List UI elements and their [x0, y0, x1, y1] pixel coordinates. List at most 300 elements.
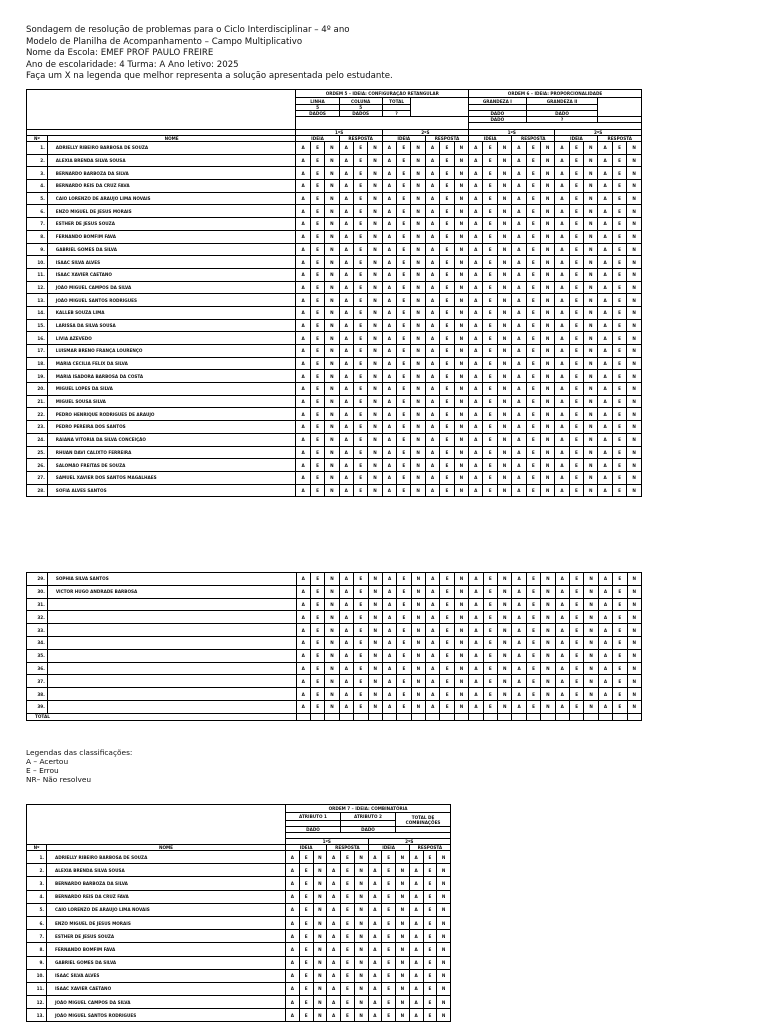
mark-cell-a[interactable]: A: [286, 851, 300, 864]
mark-cell-n[interactable]: N: [454, 585, 468, 598]
mark-cell-e[interactable]: E: [526, 319, 540, 332]
mark-cell-a[interactable]: A: [409, 956, 423, 969]
mark-cell-n[interactable]: N: [325, 585, 339, 598]
mark-cell-a[interactable]: A: [469, 230, 483, 243]
mark-cell-e[interactable]: E: [440, 624, 454, 637]
mark-cell-a[interactable]: A: [296, 700, 310, 713]
mark-cell-e[interactable]: E: [526, 332, 540, 345]
mark-cell-e[interactable]: E: [310, 649, 324, 662]
mark-cell-a[interactable]: A: [409, 877, 423, 890]
mark-cell-e[interactable]: E: [397, 636, 411, 649]
mark-cell-n[interactable]: N: [368, 598, 382, 611]
mark-cell-n[interactable]: N: [325, 471, 339, 484]
mark-cell-e[interactable]: E: [341, 916, 355, 929]
mark-cell-n[interactable]: N: [325, 167, 339, 180]
mark-cell-n[interactable]: N: [627, 700, 641, 713]
mark-cell-a[interactable]: A: [339, 180, 353, 193]
mark-cell-n[interactable]: N: [540, 218, 554, 231]
mark-cell-e[interactable]: E: [526, 268, 540, 281]
mark-cell-a[interactable]: A: [382, 395, 396, 408]
mark-cell-e[interactable]: E: [353, 484, 367, 497]
mark-cell-a[interactable]: A: [469, 611, 483, 624]
mark-cell-a[interactable]: A: [425, 243, 439, 256]
mark-cell-a[interactable]: A: [469, 408, 483, 421]
mark-cell-n[interactable]: N: [325, 688, 339, 701]
mark-cell-e[interactable]: E: [483, 585, 497, 598]
mark-cell-n[interactable]: N: [411, 585, 425, 598]
mark-cell-e[interactable]: E: [310, 662, 324, 675]
mark-cell-n[interactable]: N: [540, 383, 554, 396]
mark-cell-a[interactable]: A: [555, 446, 569, 459]
mark-cell-a[interactable]: A: [469, 332, 483, 345]
mark-cell-a[interactable]: A: [555, 484, 569, 497]
mark-cell-e[interactable]: E: [397, 370, 411, 383]
mark-cell-e[interactable]: E: [612, 154, 626, 167]
mark-cell-e[interactable]: E: [526, 142, 540, 155]
mark-cell-n[interactable]: N: [541, 598, 555, 611]
mark-cell-e[interactable]: E: [397, 268, 411, 281]
mark-cell-n[interactable]: N: [368, 192, 382, 205]
mark-cell-n[interactable]: N: [368, 395, 382, 408]
mark-cell-a[interactable]: A: [598, 154, 612, 167]
mark-cell-e[interactable]: E: [612, 471, 626, 484]
mark-cell-e[interactable]: E: [483, 256, 497, 269]
mark-cell-e[interactable]: E: [526, 649, 540, 662]
mark-cell-n[interactable]: N: [411, 180, 425, 193]
mark-cell-e[interactable]: E: [483, 345, 497, 358]
mark-cell-n[interactable]: N: [498, 598, 512, 611]
mark-cell-e[interactable]: E: [483, 306, 497, 319]
mark-cell-n[interactable]: N: [325, 205, 339, 218]
mark-cell-e[interactable]: E: [526, 585, 540, 598]
mark-cell-n[interactable]: N: [497, 471, 511, 484]
mark-cell-a[interactable]: A: [426, 662, 440, 675]
mark-cell-e[interactable]: E: [612, 319, 626, 332]
mark-cell-n[interactable]: N: [325, 700, 339, 713]
mark-cell-a[interactable]: A: [368, 930, 382, 943]
mark-cell-a[interactable]: A: [286, 956, 300, 969]
mark-cell-a[interactable]: A: [426, 585, 440, 598]
mark-cell-e[interactable]: E: [341, 890, 355, 903]
mark-cell-a[interactable]: A: [512, 433, 526, 446]
mark-cell-e[interactable]: E: [526, 243, 540, 256]
mark-cell-e[interactable]: E: [310, 433, 324, 446]
mark-cell-a[interactable]: A: [555, 649, 569, 662]
mark-cell-n[interactable]: N: [368, 180, 382, 193]
mark-cell-a[interactable]: A: [512, 205, 526, 218]
mark-cell-n[interactable]: N: [627, 218, 642, 231]
mark-cell-e[interactable]: E: [353, 319, 367, 332]
mark-cell-a[interactable]: A: [327, 890, 341, 903]
mark-cell-a[interactable]: A: [555, 281, 569, 294]
mark-cell-a[interactable]: A: [339, 598, 353, 611]
mark-cell-a[interactable]: A: [409, 916, 423, 929]
mark-cell-e[interactable]: E: [569, 611, 583, 624]
mark-cell-n[interactable]: N: [411, 624, 425, 637]
mark-cell-a[interactable]: A: [296, 294, 310, 307]
mark-cell-e[interactable]: E: [612, 205, 626, 218]
mark-cell-e[interactable]: E: [612, 357, 626, 370]
mark-cell-a[interactable]: A: [296, 192, 310, 205]
mark-cell-e[interactable]: E: [423, 943, 437, 956]
mark-cell-e[interactable]: E: [612, 281, 626, 294]
mark-cell-e[interactable]: E: [310, 230, 324, 243]
mark-cell-n[interactable]: N: [368, 408, 382, 421]
mark-cell-a[interactable]: A: [382, 332, 396, 345]
mark-cell-e[interactable]: E: [310, 471, 324, 484]
mark-cell-a[interactable]: A: [512, 180, 526, 193]
mark-cell-n[interactable]: N: [627, 294, 642, 307]
mark-cell-e[interactable]: E: [569, 383, 583, 396]
mark-cell-e[interactable]: E: [440, 230, 454, 243]
mark-cell-n[interactable]: N: [584, 688, 598, 701]
mark-cell-e[interactable]: E: [397, 624, 411, 637]
mark-cell-n[interactable]: N: [437, 982, 451, 995]
mark-cell-n[interactable]: N: [540, 243, 554, 256]
mark-cell-n[interactable]: N: [540, 256, 554, 269]
mark-cell-e[interactable]: E: [397, 218, 411, 231]
mark-cell-a[interactable]: A: [555, 243, 569, 256]
mark-cell-e[interactable]: E: [569, 370, 583, 383]
mark-cell-a[interactable]: A: [296, 408, 310, 421]
mark-cell-a[interactable]: A: [555, 218, 569, 231]
mark-cell-n[interactable]: N: [454, 421, 469, 434]
mark-cell-n[interactable]: N: [584, 598, 598, 611]
mark-cell-e[interactable]: E: [612, 294, 626, 307]
mark-cell-n[interactable]: N: [541, 662, 555, 675]
mark-cell-a[interactable]: A: [339, 688, 353, 701]
mark-cell-a[interactable]: A: [409, 930, 423, 943]
mark-cell-e[interactable]: E: [569, 230, 583, 243]
mark-cell-e[interactable]: E: [310, 624, 324, 637]
mark-cell-a[interactable]: A: [555, 306, 569, 319]
mark-cell-e[interactable]: E: [310, 459, 324, 472]
mark-cell-n[interactable]: N: [627, 357, 642, 370]
mark-cell-n[interactable]: N: [368, 306, 382, 319]
mark-cell-e[interactable]: E: [440, 662, 454, 675]
mark-cell-a[interactable]: A: [296, 205, 310, 218]
mark-cell-n[interactable]: N: [540, 471, 554, 484]
mark-cell-a[interactable]: A: [382, 281, 396, 294]
mark-cell-a[interactable]: A: [598, 421, 612, 434]
mark-cell-a[interactable]: A: [382, 459, 396, 472]
mark-cell-a[interactable]: A: [555, 192, 569, 205]
mark-cell-a[interactable]: A: [296, 459, 310, 472]
mark-cell-n[interactable]: N: [584, 421, 598, 434]
mark-cell-e[interactable]: E: [613, 636, 627, 649]
mark-cell-n[interactable]: N: [325, 408, 339, 421]
mark-cell-a[interactable]: A: [512, 636, 526, 649]
mark-cell-a[interactable]: A: [512, 675, 526, 688]
mark-cell-e[interactable]: E: [354, 688, 368, 701]
mark-cell-a[interactable]: A: [512, 319, 526, 332]
mark-cell-e[interactable]: E: [569, 585, 583, 598]
mark-cell-e[interactable]: E: [310, 142, 324, 155]
mark-cell-e[interactable]: E: [310, 167, 324, 180]
mark-cell-a[interactable]: A: [598, 471, 612, 484]
mark-cell-n[interactable]: N: [584, 306, 598, 319]
mark-cell-n[interactable]: N: [627, 332, 642, 345]
mark-cell-a[interactable]: A: [382, 636, 396, 649]
mark-cell-n[interactable]: N: [325, 230, 339, 243]
mark-cell-n[interactable]: N: [411, 319, 425, 332]
mark-cell-e[interactable]: E: [353, 306, 367, 319]
mark-cell-n[interactable]: N: [354, 996, 368, 1009]
mark-cell-n[interactable]: N: [354, 982, 368, 995]
mark-cell-n[interactable]: N: [454, 598, 468, 611]
mark-cell-n[interactable]: N: [584, 319, 598, 332]
mark-cell-n[interactable]: N: [627, 421, 642, 434]
mark-cell-a[interactable]: A: [368, 969, 382, 982]
mark-cell-a[interactable]: A: [598, 230, 612, 243]
mark-cell-e[interactable]: E: [299, 890, 313, 903]
mark-cell-a[interactable]: A: [339, 585, 353, 598]
mark-cell-n[interactable]: N: [411, 230, 425, 243]
mark-cell-n[interactable]: N: [368, 281, 382, 294]
mark-cell-n[interactable]: N: [541, 675, 555, 688]
mark-cell-a[interactable]: A: [327, 956, 341, 969]
mark-cell-e[interactable]: E: [353, 192, 367, 205]
mark-cell-e[interactable]: E: [310, 357, 324, 370]
mark-cell-a[interactable]: A: [598, 180, 612, 193]
mark-cell-n[interactable]: N: [584, 675, 598, 688]
mark-cell-e[interactable]: E: [440, 408, 454, 421]
mark-cell-a[interactable]: A: [598, 167, 612, 180]
mark-cell-n[interactable]: N: [325, 624, 339, 637]
mark-cell-a[interactable]: A: [598, 294, 612, 307]
mark-cell-e[interactable]: E: [612, 180, 626, 193]
mark-cell-a[interactable]: A: [512, 688, 526, 701]
mark-cell-n[interactable]: N: [325, 598, 339, 611]
mark-cell-e[interactable]: E: [440, 142, 454, 155]
mark-cell-n[interactable]: N: [325, 319, 339, 332]
mark-cell-e[interactable]: E: [440, 218, 454, 231]
mark-cell-e[interactable]: E: [569, 624, 583, 637]
mark-cell-n[interactable]: N: [584, 395, 598, 408]
mark-cell-e[interactable]: E: [483, 281, 497, 294]
mark-cell-n[interactable]: N: [454, 243, 469, 256]
mark-cell-n[interactable]: N: [454, 294, 469, 307]
mark-cell-e[interactable]: E: [569, 281, 583, 294]
mark-cell-e[interactable]: E: [310, 192, 324, 205]
mark-cell-n[interactable]: N: [313, 956, 327, 969]
mark-cell-e[interactable]: E: [354, 611, 368, 624]
mark-cell-a[interactable]: A: [339, 649, 353, 662]
mark-cell-a[interactable]: A: [425, 205, 439, 218]
mark-cell-e[interactable]: E: [382, 851, 396, 864]
mark-cell-n[interactable]: N: [325, 357, 339, 370]
mark-cell-e[interactable]: E: [526, 662, 540, 675]
mark-cell-a[interactable]: A: [469, 218, 483, 231]
mark-cell-e[interactable]: E: [354, 636, 368, 649]
mark-cell-n[interactable]: N: [411, 218, 425, 231]
mark-cell-e[interactable]: E: [612, 345, 626, 358]
mark-cell-a[interactable]: A: [469, 167, 483, 180]
mark-cell-e[interactable]: E: [526, 421, 540, 434]
mark-cell-e[interactable]: E: [299, 943, 313, 956]
mark-cell-a[interactable]: A: [409, 1009, 423, 1022]
mark-cell-e[interactable]: E: [612, 484, 626, 497]
mark-cell-a[interactable]: A: [382, 573, 396, 586]
mark-cell-n[interactable]: N: [354, 877, 368, 890]
mark-cell-n[interactable]: N: [584, 446, 598, 459]
mark-cell-e[interactable]: E: [440, 585, 454, 598]
mark-cell-e[interactable]: E: [440, 383, 454, 396]
mark-cell-e[interactable]: E: [353, 180, 367, 193]
mark-cell-n[interactable]: N: [313, 903, 327, 916]
mark-cell-e[interactable]: E: [310, 243, 324, 256]
mark-cell-e[interactable]: E: [526, 636, 540, 649]
mark-cell-n[interactable]: N: [325, 433, 339, 446]
mark-cell-a[interactable]: A: [555, 294, 569, 307]
mark-cell-e[interactable]: E: [310, 370, 324, 383]
mark-cell-e[interactable]: E: [613, 688, 627, 701]
mark-cell-a[interactable]: A: [512, 624, 526, 637]
mark-cell-e[interactable]: E: [423, 890, 437, 903]
mark-cell-n[interactable]: N: [325, 611, 339, 624]
mark-cell-a[interactable]: A: [512, 446, 526, 459]
mark-cell-n[interactable]: N: [396, 864, 410, 877]
mark-cell-a[interactable]: A: [555, 598, 569, 611]
mark-cell-a[interactable]: A: [368, 851, 382, 864]
mark-cell-e[interactable]: E: [483, 471, 497, 484]
mark-cell-e[interactable]: E: [526, 446, 540, 459]
mark-cell-a[interactable]: A: [555, 370, 569, 383]
mark-cell-a[interactable]: A: [598, 598, 612, 611]
mark-cell-n[interactable]: N: [313, 943, 327, 956]
mark-cell-n[interactable]: N: [411, 192, 425, 205]
mark-cell-n[interactable]: N: [325, 649, 339, 662]
mark-cell-n[interactable]: N: [541, 649, 555, 662]
mark-cell-a[interactable]: A: [339, 624, 353, 637]
mark-cell-e[interactable]: E: [397, 345, 411, 358]
mark-cell-n[interactable]: N: [584, 345, 598, 358]
mark-cell-e[interactable]: E: [526, 408, 540, 421]
mark-cell-a[interactable]: A: [327, 930, 341, 943]
mark-cell-e[interactable]: E: [483, 383, 497, 396]
mark-cell-e[interactable]: E: [353, 471, 367, 484]
mark-cell-n[interactable]: N: [497, 154, 511, 167]
mark-cell-a[interactable]: A: [368, 864, 382, 877]
mark-cell-n[interactable]: N: [540, 357, 554, 370]
mark-cell-e[interactable]: E: [440, 345, 454, 358]
mark-cell-e[interactable]: E: [397, 649, 411, 662]
mark-cell-a[interactable]: A: [382, 700, 396, 713]
mark-cell-e[interactable]: E: [483, 611, 497, 624]
mark-cell-n[interactable]: N: [454, 357, 469, 370]
mark-cell-n[interactable]: N: [627, 598, 641, 611]
mark-cell-a[interactable]: A: [327, 982, 341, 995]
mark-cell-a[interactable]: A: [382, 205, 396, 218]
mark-cell-e[interactable]: E: [526, 306, 540, 319]
mark-cell-n[interactable]: N: [627, 192, 642, 205]
mark-cell-a[interactable]: A: [368, 943, 382, 956]
mark-cell-e[interactable]: E: [397, 471, 411, 484]
mark-cell-a[interactable]: A: [512, 408, 526, 421]
mark-cell-e[interactable]: E: [440, 421, 454, 434]
mark-cell-e[interactable]: E: [397, 700, 411, 713]
mark-cell-e[interactable]: E: [310, 294, 324, 307]
mark-cell-a[interactable]: A: [327, 851, 341, 864]
mark-cell-e[interactable]: E: [526, 357, 540, 370]
mark-cell-e[interactable]: E: [299, 877, 313, 890]
mark-cell-a[interactable]: A: [555, 636, 569, 649]
mark-cell-n[interactable]: N: [584, 649, 598, 662]
mark-cell-a[interactable]: A: [382, 192, 396, 205]
mark-cell-a[interactable]: A: [555, 357, 569, 370]
mark-cell-e[interactable]: E: [353, 256, 367, 269]
mark-cell-e[interactable]: E: [612, 459, 626, 472]
mark-cell-n[interactable]: N: [454, 180, 469, 193]
mark-cell-n[interactable]: N: [437, 956, 451, 969]
mark-cell-e[interactable]: E: [382, 903, 396, 916]
mark-cell-a[interactable]: A: [296, 154, 310, 167]
mark-cell-a[interactable]: A: [339, 700, 353, 713]
mark-cell-e[interactable]: E: [310, 408, 324, 421]
mark-cell-e[interactable]: E: [397, 319, 411, 332]
mark-cell-e[interactable]: E: [423, 851, 437, 864]
mark-cell-a[interactable]: A: [512, 218, 526, 231]
mark-cell-a[interactable]: A: [382, 675, 396, 688]
mark-cell-a[interactable]: A: [598, 459, 612, 472]
mark-cell-n[interactable]: N: [411, 688, 425, 701]
mark-cell-e[interactable]: E: [569, 294, 583, 307]
mark-cell-a[interactable]: A: [598, 408, 612, 421]
mark-cell-a[interactable]: A: [598, 243, 612, 256]
mark-cell-e[interactable]: E: [526, 218, 540, 231]
mark-cell-n[interactable]: N: [498, 675, 512, 688]
mark-cell-n[interactable]: N: [497, 218, 511, 231]
mark-cell-a[interactable]: A: [327, 877, 341, 890]
mark-cell-n[interactable]: N: [325, 636, 339, 649]
mark-cell-a[interactable]: A: [339, 205, 353, 218]
mark-cell-a[interactable]: A: [339, 332, 353, 345]
mark-cell-n[interactable]: N: [325, 154, 339, 167]
mark-cell-n[interactable]: N: [627, 268, 642, 281]
mark-cell-a[interactable]: A: [382, 370, 396, 383]
mark-cell-a[interactable]: A: [286, 969, 300, 982]
mark-cell-e[interactable]: E: [440, 611, 454, 624]
mark-cell-n[interactable]: N: [411, 256, 425, 269]
mark-cell-a[interactable]: A: [296, 471, 310, 484]
mark-cell-n[interactable]: N: [325, 484, 339, 497]
mark-cell-e[interactable]: E: [310, 306, 324, 319]
mark-cell-e[interactable]: E: [569, 649, 583, 662]
mark-cell-a[interactable]: A: [555, 256, 569, 269]
mark-cell-a[interactable]: A: [339, 167, 353, 180]
mark-cell-n[interactable]: N: [313, 877, 327, 890]
mark-cell-a[interactable]: A: [598, 256, 612, 269]
mark-cell-e[interactable]: E: [440, 154, 454, 167]
mark-cell-e[interactable]: E: [353, 205, 367, 218]
mark-cell-a[interactable]: A: [469, 180, 483, 193]
mark-cell-e[interactable]: E: [382, 996, 396, 1009]
mark-cell-a[interactable]: A: [598, 662, 612, 675]
mark-cell-n[interactable]: N: [454, 370, 469, 383]
mark-cell-a[interactable]: A: [339, 471, 353, 484]
mark-cell-a[interactable]: A: [296, 218, 310, 231]
mark-cell-e[interactable]: E: [440, 636, 454, 649]
mark-cell-a[interactable]: A: [425, 268, 439, 281]
mark-cell-n[interactable]: N: [411, 421, 425, 434]
mark-cell-a[interactable]: A: [512, 345, 526, 358]
mark-cell-a[interactable]: A: [339, 636, 353, 649]
mark-cell-a[interactable]: A: [409, 982, 423, 995]
mark-cell-e[interactable]: E: [440, 688, 454, 701]
mark-cell-a[interactable]: A: [598, 192, 612, 205]
mark-cell-a[interactable]: A: [382, 345, 396, 358]
mark-cell-n[interactable]: N: [313, 916, 327, 929]
